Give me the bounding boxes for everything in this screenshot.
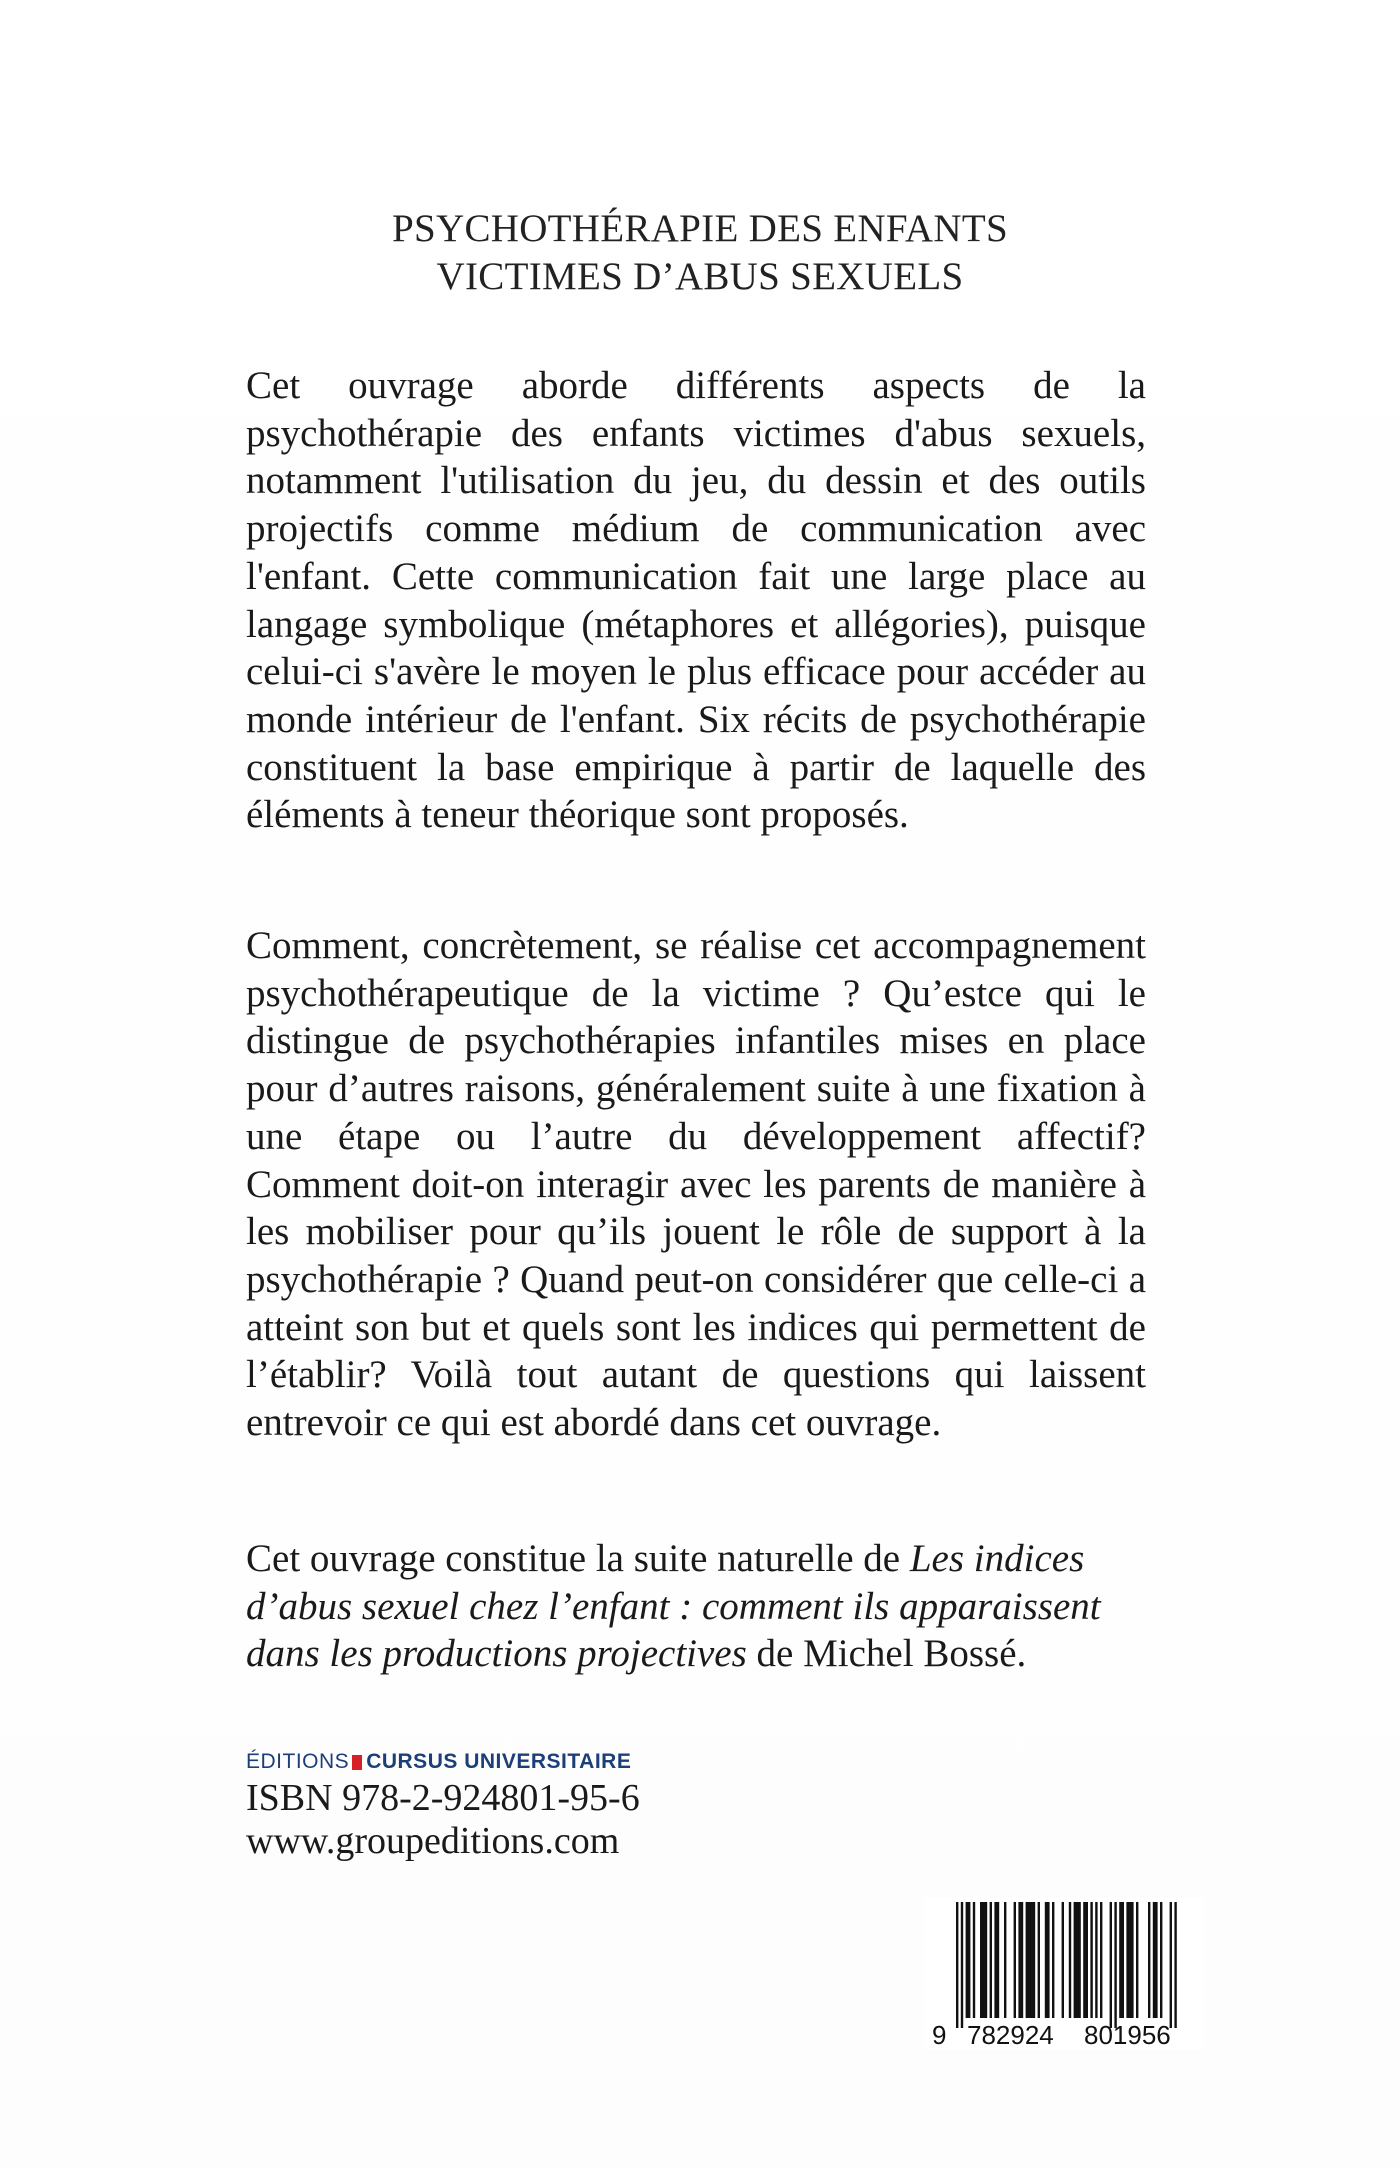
barcode-bar	[1045, 1902, 1050, 2018]
barcode-bar	[966, 1902, 971, 2018]
barcode-bar	[1148, 1902, 1150, 2018]
barcode-bar	[1052, 1902, 1054, 2018]
barcode-bar	[1074, 1902, 1081, 2018]
barcode-bar	[1004, 1902, 1006, 2018]
publisher-editions: ÉDITIONS	[246, 1750, 350, 1773]
book-title	[0, 205, 1400, 301]
barcode-bar	[1083, 1902, 1088, 2018]
barcode-graphic	[924, 1898, 1204, 2050]
barcode-bar	[1170, 1902, 1172, 2028]
barcode-bars	[956, 1902, 1177, 2028]
barcode-left-group: 782924	[967, 2020, 1054, 2050]
publisher-logo	[246, 1750, 631, 1774]
paragraph-tail: de Michel Bossé.	[746, 1632, 1027, 1676]
summary-paragraph-1	[246, 362, 1146, 839]
barcode-bar	[1174, 1902, 1176, 2028]
barcode-bar	[1110, 1902, 1112, 2028]
publisher-website: www.groupeditions.com	[246, 1820, 620, 1862]
publisher-square-icon	[352, 1755, 362, 1770]
barcode-bar	[1160, 1902, 1162, 2018]
barcode-bar	[1136, 1902, 1138, 2018]
barcode-bar	[990, 1902, 992, 2018]
barcode-bar	[1026, 1902, 1036, 2018]
barcode-bar	[961, 1902, 963, 2028]
barcode-bar	[1095, 1902, 1097, 2018]
barcode-bar	[1100, 1902, 1102, 2018]
isbn-number: ISBN 978-2-924801-95-6	[246, 1777, 640, 1819]
summary-paragraph-2	[246, 922, 1146, 1447]
barcode-bar	[1018, 1902, 1023, 2018]
barcode-bar	[973, 1902, 975, 2018]
barcode-bar	[994, 1902, 999, 2018]
barcode-right-group: 801956	[1084, 2020, 1171, 2050]
paragraph-lead: Cet ouvrage constitue la suite naturelle de	[246, 1537, 910, 1580]
paragraph-text	[246, 1535, 1146, 1678]
barcode-bar	[956, 1902, 958, 2028]
barcode-bar	[1153, 1902, 1158, 2018]
barcode-bar	[1038, 1902, 1040, 2018]
paragraph-text: Cet ouvrage aborde différents aspects de la psychothérapie des enfants victimes d'abus sexuels, notamment l'utilisation du jeu, du dessin et des outils projectifs comme médium de communication avec l'enfant. Cette communication fait une large place au langage symbolique (métaphores et allégories), puisque celui-ci s'avère le moyen le plus efficace pour accéder au monde intérieur de l'enfant. Six récits de psychothérapie constituent la base empirique à partir de laquelle des éléments à teneur théorique sont proposés.	[246, 364, 1146, 837]
barcode-bar	[980, 1902, 987, 2018]
referenced-book-title: Les indices d’abus sexuel chez l’enfant : comment ils apparaissent dans les productions projectives	[246, 1537, 1101, 1676]
paragraph-text: Comment, concrètement, se réalise cet accompagnement psychothérapeutique de la victime ? Qu’estce qui le distingue de psychothérapies infantiles mises en place pour d’autres raisons, généralement suite à une fixation à une étape ou l’autre du développement affectif? Comment doit-on interagir avec les parents de manière à les mobiliser pour qu’ils jouent le rôle de support à la psychothérapie ? Quand peut-on considérer que celle-ci a atteint son but et quels sont les indices qui permettent de l’établir? Voilà tout autant de questions qui laissent entrevoir ce qui est abordé dans cet ouvrage.	[246, 924, 1146, 1445]
barcode-bar	[1126, 1902, 1133, 2018]
barcode-bar	[1062, 1902, 1064, 2018]
title-line-1: PSYCHOTHÉRAPIE DES ENFANTS	[392, 207, 1008, 250]
summary-paragraph-3	[246, 1535, 1146, 1678]
barcode-bar	[1090, 1902, 1092, 2018]
publisher-name: CURSUS UNIVERSITAIRE	[366, 1750, 632, 1773]
barcode-bar	[1114, 1902, 1116, 2028]
isbn-barcode	[924, 1898, 1204, 2050]
barcode-first-digit: 9	[932, 2020, 947, 2050]
barcode-bar	[1014, 1902, 1016, 2018]
barcode-bar	[1069, 1902, 1071, 2018]
title-line-2: VICTIMES D’ABUS SEXUELS	[436, 255, 964, 298]
barcode-bar	[1119, 1902, 1124, 2018]
